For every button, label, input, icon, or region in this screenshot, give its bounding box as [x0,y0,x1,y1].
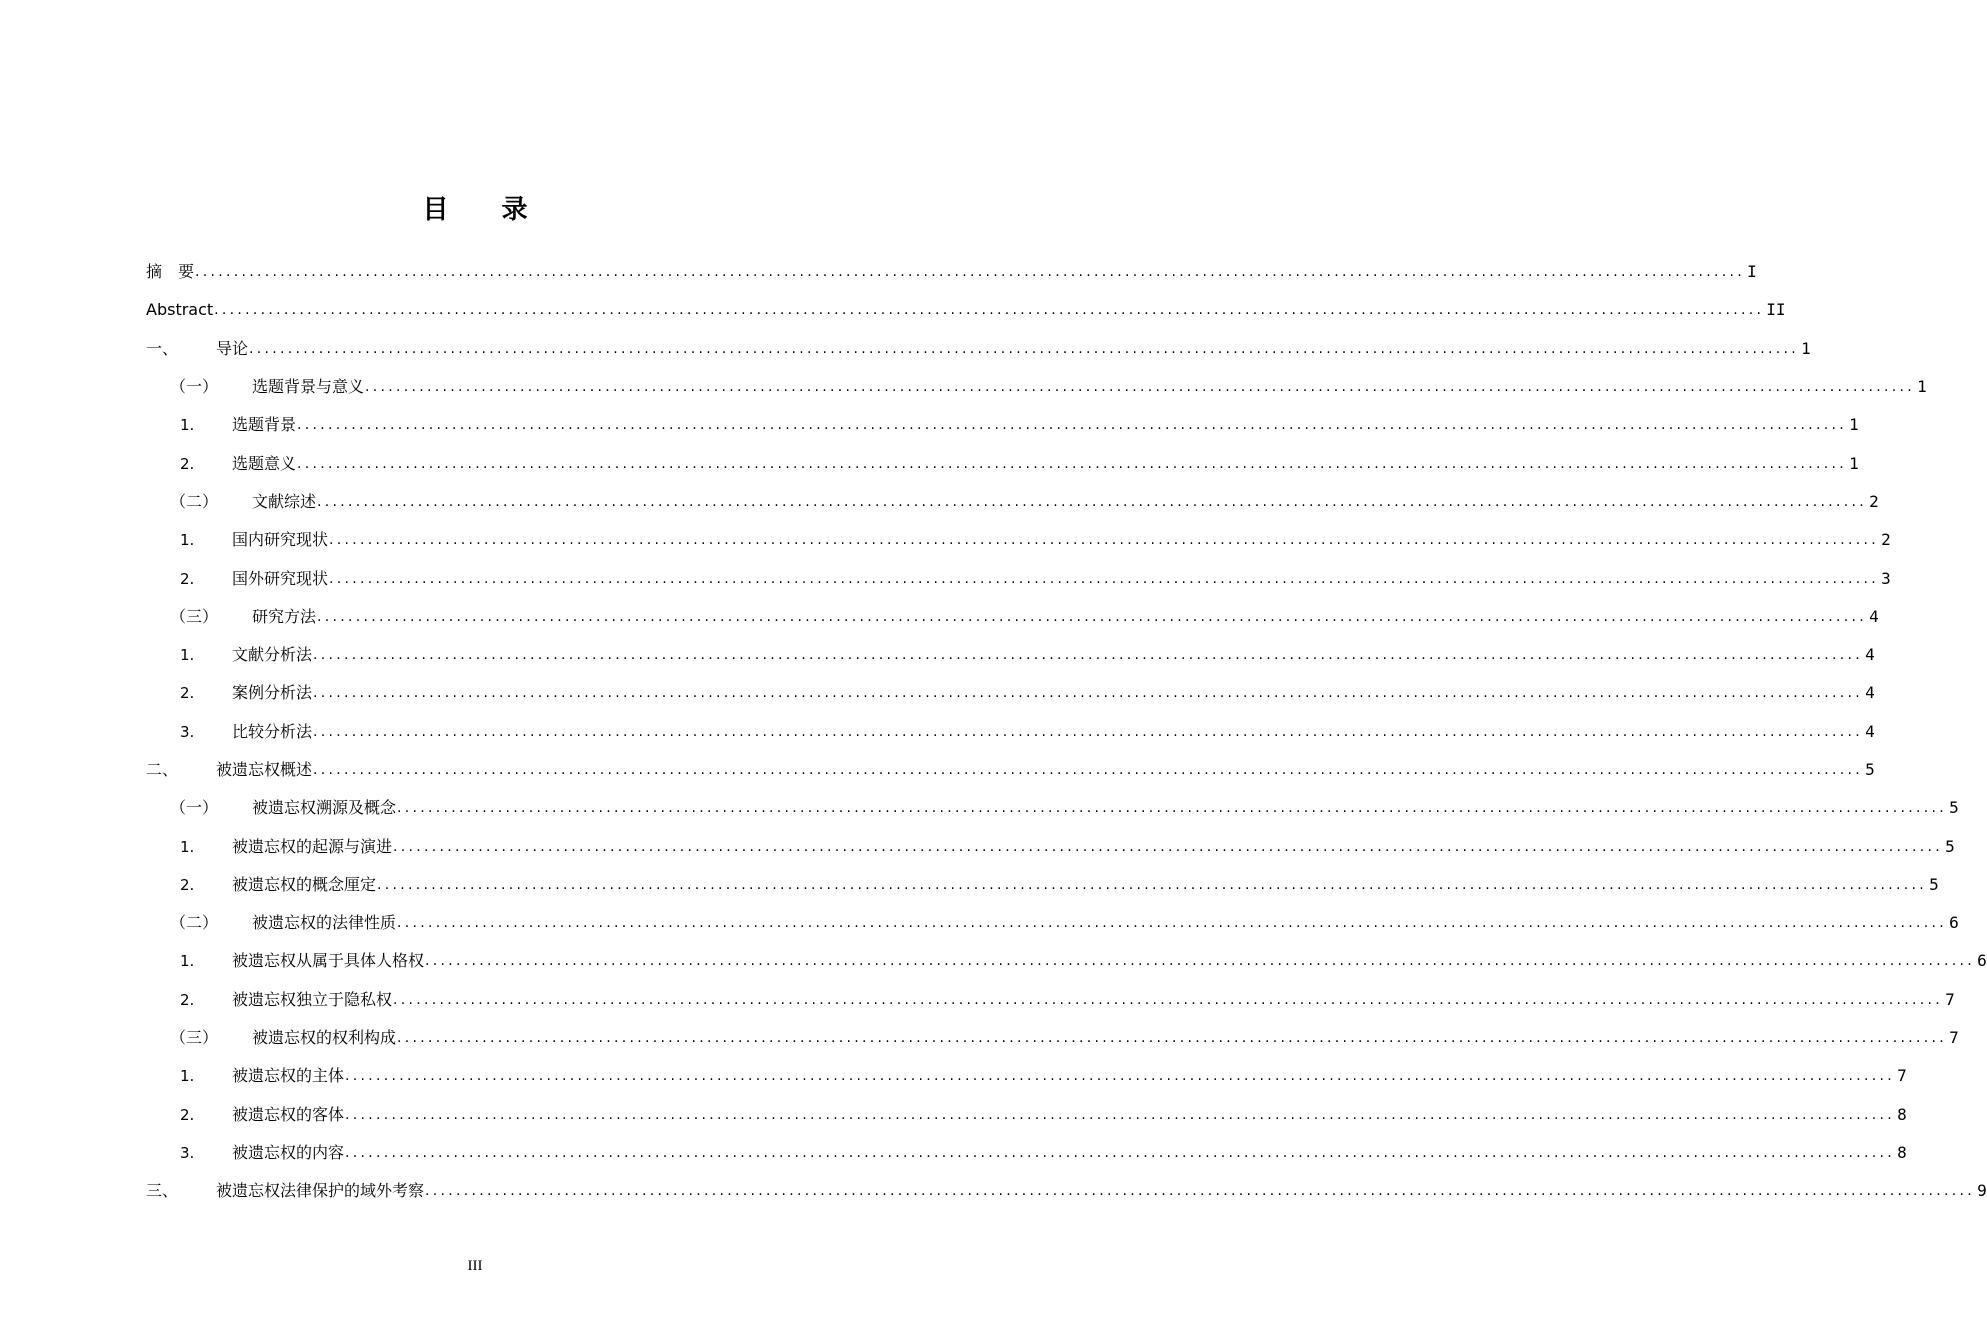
toc-leader-dots: ........................................................................................................................................................................................................ [317,608,1868,625]
toc-entry-title: 被遗忘权独立于隐私权 [232,989,393,1009]
toc-leader-dots: ........................................................................................................................................................................................................ [297,417,1848,434]
toc-entry-number: （二） [170,491,219,511]
toc-entry-title: 案例分析法 [232,683,313,703]
toc-entry[interactable] [146,521,1891,559]
toc-entry-title: 国内研究现状 [232,530,329,550]
toc-entry-title: 选题意义 [232,453,297,473]
toc-entry[interactable] [146,1134,1907,1172]
toc-entry-number: 2. [180,569,195,588]
toc-entry-title: 比较分析法 [232,721,313,741]
page-title: 目 录 [422,195,550,225]
toc-leader-dots: ........................................................................................................................................................................................................ [397,1030,1948,1047]
toc-leader-dots: ........................................................................................................................................................................................................ [249,340,1800,357]
toc-leader-dots: ........................................................................................................................................................................................................ [214,302,1765,319]
toc-entry[interactable] [146,330,1811,368]
toc-entry-page: 8 [1897,1142,1907,1162]
toc-entry[interactable] [146,483,1879,521]
toc-leader-dots: ........................................................................................................................................................................................................ [345,1144,1896,1161]
toc-entry-number: 2. [180,454,195,473]
toc-entry-number: 1. [180,1067,195,1086]
toc-entry-page: 2 [1869,491,1879,511]
toc-entry-title: 导论 [216,338,249,358]
toc-entry[interactable] [146,713,1875,751]
toc-entry[interactable] [146,444,1859,482]
toc-entry[interactable] [146,368,1927,406]
toc-entry-page: 5 [1949,798,1959,818]
toc-entry-page: 4 [1865,683,1875,703]
toc-entry-page: 4 [1865,721,1875,741]
toc-entry[interactable] [146,942,1987,980]
toc-entry-page: 9 [1977,1181,1987,1201]
toc-leader-dots: ........................................................................................................................................................................................................ [329,532,1880,549]
toc-entry[interactable] [146,636,1875,674]
toc-entry[interactable] [146,904,1959,942]
toc-entry-number: 1. [180,952,195,971]
toc-leader-dots: ........................................................................................................................................................................................................ [397,915,1948,932]
toc-leader-dots: ........................................................................................................................................................................................................ [365,379,1916,396]
toc-entry-page: 4 [1869,606,1879,626]
toc-entry-number: （一） [170,798,219,818]
toc-entry-title: 被遗忘权的权利构成 [252,1028,397,1048]
toc-entry-title: 选题背景 [232,415,297,435]
toc-leader-dots: ........................................................................................................................................................................................................ [425,1183,1976,1200]
toc-entry-page: 6 [1977,951,1987,971]
toc-entry-page: 1 [1849,453,1859,473]
toc-entry-page: 1 [1849,415,1859,435]
toc-entry[interactable] [146,1057,1907,1095]
toc-entry-title: 文献综述 [252,491,317,511]
toc-entry-title: 研究方法 [252,606,317,626]
toc-entry-page: 7 [1897,1066,1907,1086]
toc-entry-title: 被遗忘权的内容 [232,1142,345,1162]
toc-entry-page: 7 [1949,1028,1959,1048]
table-of-contents [146,253,1987,1210]
toc-entry-page: 7 [1945,989,1955,1009]
toc-entry-title: 被遗忘权概述 [216,760,313,779]
toc-entry-title: 被遗忘权法律保护的域外考察 [216,1181,425,1201]
toc-entry[interactable] [146,1172,1987,1210]
toc-entry[interactable] [146,406,1859,444]
toc-leader-dots: ........................................................................................................................................................................................................ [195,264,1746,281]
toc-leader-dots: ........................................................................................................................................................................................................ [397,800,1948,817]
toc-entry-title: 被遗忘权的起源与演进 [232,836,393,856]
toc-entry-page: 6 [1949,913,1959,933]
toc-entry[interactable] [146,789,1959,827]
toc-leader-dots: ........................................................................................................................................................................................................ [393,991,1944,1008]
toc-entry-number: 1. [180,837,195,856]
toc-leader-dots: ........................................................................................................................................................................................................ [345,1106,1896,1123]
toc-entry[interactable] [146,866,1939,904]
toc-entry-number: 1. [180,531,195,550]
toc-entry[interactable] [146,751,1875,789]
toc-entry-page: 1 [1801,338,1811,358]
toc-leader-dots: ........................................................................................................................................................................................................ [313,685,1864,702]
toc-entry[interactable] [146,1096,1907,1134]
toc-entry-number: 1. [180,646,195,665]
toc-entry-number: 三、 [146,1181,179,1201]
toc-entry-number: 1. [180,416,195,435]
toc-entry-title: 被遗忘权的主体 [232,1066,345,1086]
toc-entry[interactable] [146,1019,1959,1057]
toc-entry-number: 一、 [146,338,179,358]
toc-leader-dots: ........................................................................................................................................................................................................ [313,762,1864,778]
toc-entry-page: 5 [1945,836,1955,856]
toc-entry[interactable] [146,981,1955,1019]
toc-entry-number: 2. [180,1105,195,1124]
toc-entry[interactable] [146,827,1955,865]
toc-entry-number: 二、 [146,760,179,779]
toc-entry-number: 2. [180,990,195,1009]
toc-entry-number: 3. [180,1143,195,1162]
toc-entry-title: 文献分析法 [232,645,313,665]
toc-entry-page: 1 [1917,377,1927,397]
toc-entry-title: 被遗忘权的客体 [232,1104,345,1124]
toc-leader-dots: ........................................................................................................................................................................................................ [313,723,1864,740]
toc-entry-page: I [1747,262,1757,282]
toc-leader-dots: ........................................................................................................................................................................................................ [393,838,1944,855]
toc-leader-dots: ........................................................................................................................................................................................................ [425,953,1976,970]
toc-entry-page: 3 [1881,568,1891,588]
toc-entry[interactable] [146,598,1879,636]
page-number: III [467,1258,483,1274]
toc-entry-number: （三） [170,606,219,626]
toc-entry-title: 选题背景与意义 [252,377,365,397]
toc-entry-number: Abstract [146,300,214,320]
toc-entry-page: II [1766,300,1786,320]
toc-entry-title: 被遗忘权的法律性质 [252,913,397,933]
toc-entry-number: 3. [180,722,195,741]
toc-leader-dots: ........................................................................................................................................................................................................ [345,1068,1896,1085]
toc-leader-dots: ........................................................................................................................................................................................................ [313,647,1864,664]
toc-entry[interactable] [146,559,1891,597]
toc-entry-number: （二） [170,913,219,933]
toc-entry-page: 5 [1865,760,1875,779]
toc-entry-number: 2. [180,684,195,703]
toc-leader-dots: ........................................................................................................................................................................................................ [329,570,1880,587]
toc-entry-number: 2. [180,875,195,894]
toc-leader-dots: ........................................................................................................................................................................................................ [377,876,1928,893]
toc-entry[interactable] [146,291,1786,329]
toc-entry[interactable] [146,253,1757,291]
toc-entry-page: 2 [1881,530,1891,550]
toc-entry-title: 被遗忘权从属于具体人格权 [232,951,425,971]
toc-entry-number: （一） [170,377,219,397]
toc-entry-page: 8 [1897,1104,1907,1124]
toc-entry-number: （三） [170,1028,219,1048]
toc-entry[interactable] [146,674,1875,712]
toc-entry-page: 4 [1865,645,1875,665]
toc-entry-title: 被遗忘权的概念厘定 [232,874,377,894]
toc-entry-title: 国外研究现状 [232,568,329,588]
toc-entry-number: 摘 要 [146,262,195,282]
toc-entry-page: 5 [1929,874,1939,894]
toc-leader-dots: ........................................................................................................................................................................................................ [317,493,1868,510]
toc-leader-dots: ........................................................................................................................................................................................................ [297,455,1848,472]
toc-entry-title: 被遗忘权溯源及概念 [252,798,397,818]
